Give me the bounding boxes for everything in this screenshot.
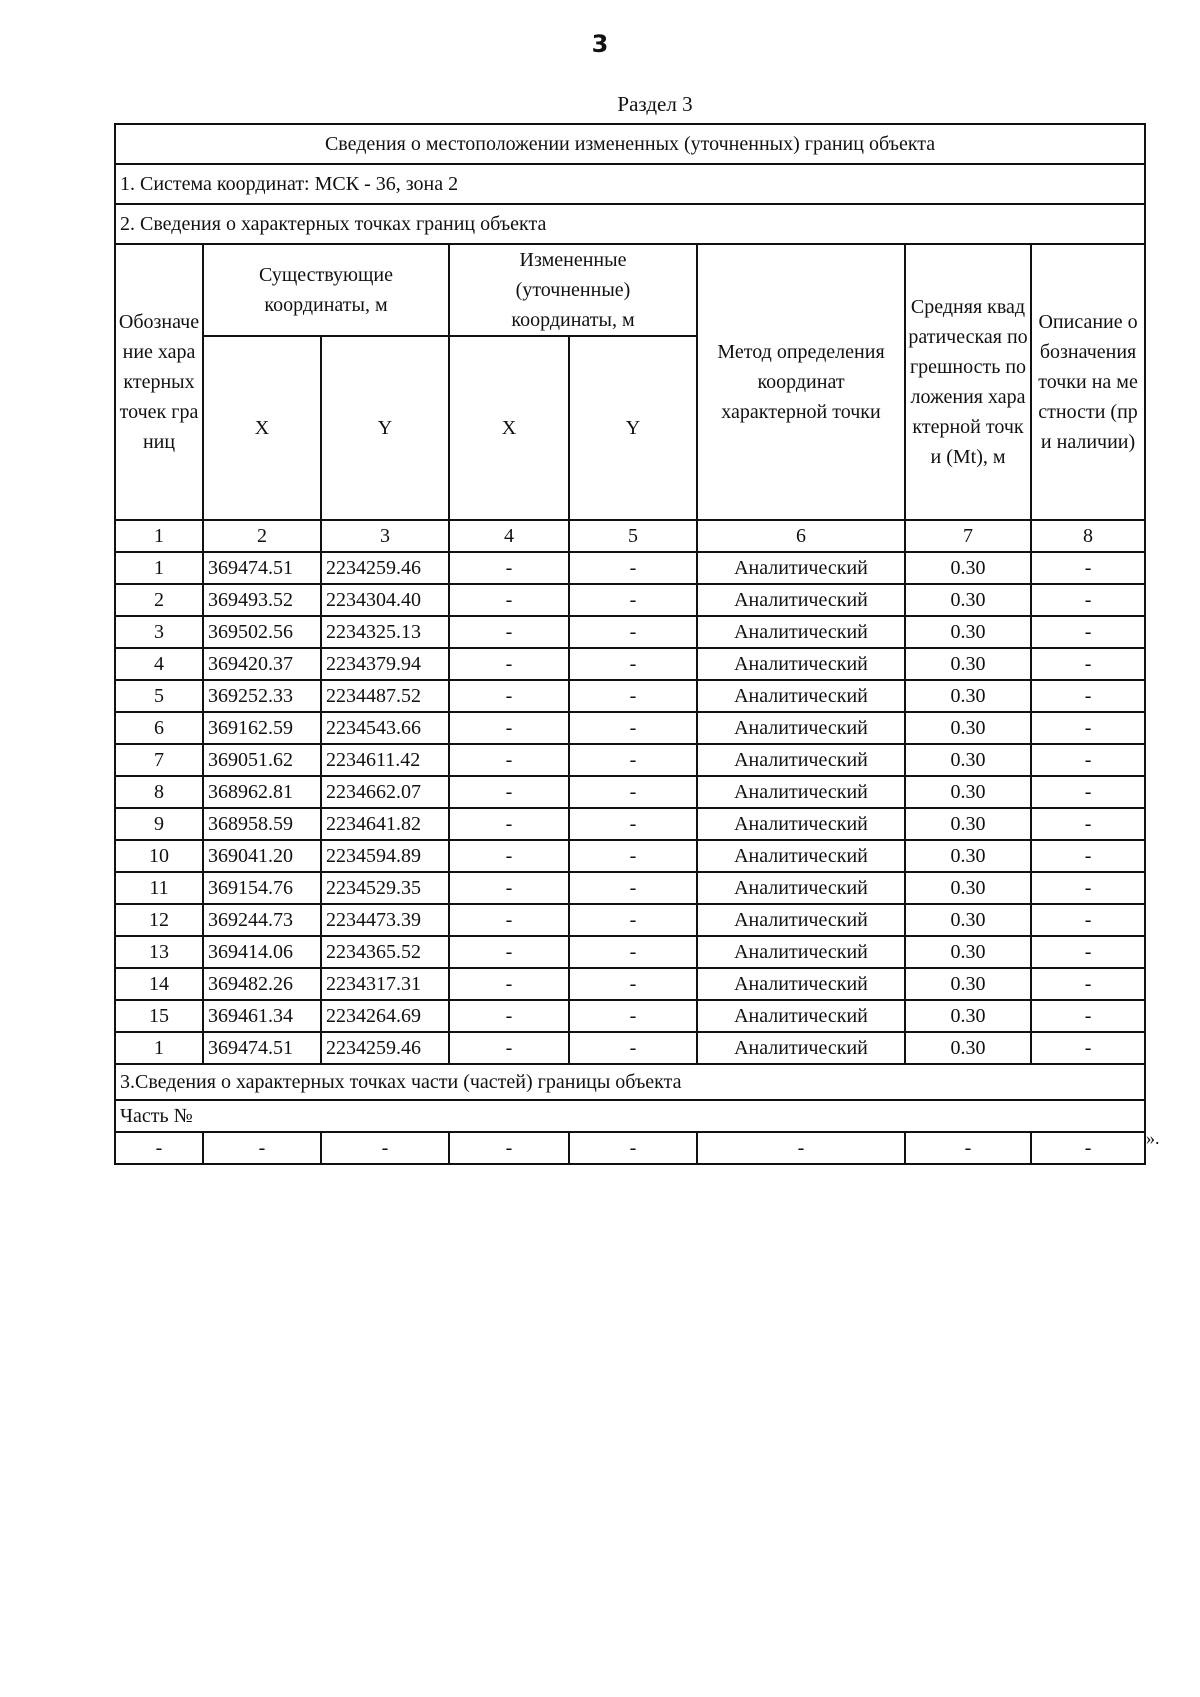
section-title: Раздел 3 [617,92,693,116]
table-cell: - [449,968,569,1000]
table-cell: 0.30 [905,552,1031,584]
table-cell: 0.30 [905,936,1031,968]
table-cell: Аналитический [697,744,905,776]
table-cell: - [1031,1000,1145,1032]
table-cell: - [569,616,697,648]
table-cell: - [1031,584,1145,616]
header-changed-y: Y [569,336,697,520]
closing-quote: ». [1146,1128,1160,1148]
part-row-cell: - [203,1132,321,1164]
table-cell: 368962.81 [203,776,321,808]
table-cell: - [449,808,569,840]
header-existing-y: Y [321,336,449,520]
column-number-cell: 4 [449,520,569,552]
table-title: Сведения о местоположении измененных (уточненных) границ объекта [115,124,1145,164]
table-cell: Аналитический [697,552,905,584]
table-cell: - [449,776,569,808]
table-cell: - [449,1032,569,1064]
table-cell: - [449,616,569,648]
table-cell: - [1031,712,1145,744]
table-cell: - [569,808,697,840]
table-cell: - [1031,744,1145,776]
header-method: Метод определения координат характерной точки [697,244,905,520]
table-cell: 7 [115,744,203,776]
column-number-cell: 6 [697,520,905,552]
table-row [115,648,1145,680]
table-cell: 0.30 [905,840,1031,872]
header-existing-coords: Существующие координаты, м [203,244,449,336]
table-cell: 368958.59 [203,808,321,840]
table-cell: 2234259.46 [321,1032,449,1064]
table-cell: 369493.52 [203,584,321,616]
part-points-row [115,1132,1145,1164]
table-cell: - [1031,552,1145,584]
table-cell: 0.30 [905,648,1031,680]
table-row [115,616,1145,648]
boundary-coordinates-table [114,123,1146,1165]
table-cell: 2234487.52 [321,680,449,712]
page-number: 3 [591,30,609,58]
header-changed-x: X [449,336,569,520]
table-row [115,840,1145,872]
table-cell: - [1031,872,1145,904]
table-cell: 0.30 [905,776,1031,808]
table-cell: - [449,552,569,584]
table-cell: 2234611.42 [321,744,449,776]
table-cell: Аналитический [697,968,905,1000]
header-changed-coords: Измененные (уточненные) координаты, м [449,244,697,336]
table-row [115,680,1145,712]
part-row-cell: - [449,1132,569,1164]
table-cell: 2234317.31 [321,968,449,1000]
table-cell: 5 [115,680,203,712]
table-cell: 369414.06 [203,936,321,968]
column-number-cell: 3 [321,520,449,552]
table-cell: - [569,904,697,936]
table-cell: 8 [115,776,203,808]
table-cell: Аналитический [697,776,905,808]
table-cell: - [449,712,569,744]
table-cell: 369252.33 [203,680,321,712]
column-number-cell: 2 [203,520,321,552]
header-description: Описание обозначения точки на местности (при наличии) [1031,244,1145,520]
table-cell: - [569,776,697,808]
table-cell: Аналитический [697,1000,905,1032]
part-row-cell: - [321,1132,449,1164]
table-cell: - [1031,680,1145,712]
table-cell: Аналитический [697,584,905,616]
part-row-cell: - [115,1132,203,1164]
table-cell: 0.30 [905,808,1031,840]
table-cell: 369482.26 [203,968,321,1000]
table-cell: - [1031,1032,1145,1064]
table-cell: Аналитический [697,648,905,680]
table-row [115,712,1145,744]
table-cell: - [1031,776,1145,808]
table-cell: Аналитический [697,712,905,744]
table-cell: 369162.59 [203,712,321,744]
table-cell: - [569,968,697,1000]
table-cell: 2234264.69 [321,1000,449,1032]
table-cell: 10 [115,840,203,872]
table-cell: - [1031,808,1145,840]
table-cell: 2234641.82 [321,808,449,840]
table-cell: 369154.76 [203,872,321,904]
table-cell: - [569,744,697,776]
table-cell: - [1031,648,1145,680]
table-cell: - [569,1032,697,1064]
table-cell: 2234379.94 [321,648,449,680]
table-cell: - [449,1000,569,1032]
table-cell: 369051.62 [203,744,321,776]
table-cell: 369502.56 [203,616,321,648]
points-info-heading: 2. Сведения о характерных точках границ объекта [115,204,1145,244]
table-cell: Аналитический [697,936,905,968]
table-cell: 15 [115,1000,203,1032]
table-cell: 14 [115,968,203,1000]
table-cell: - [449,872,569,904]
table-cell: 369041.20 [203,840,321,872]
table-cell: 11 [115,872,203,904]
table-cell: Аналитический [697,840,905,872]
table-cell: Аналитический [697,616,905,648]
column-number-cell: 5 [569,520,697,552]
table-cell: - [569,552,697,584]
part-row-cell: - [569,1132,697,1164]
table-cell: - [449,744,569,776]
table-cell: 0.30 [905,680,1031,712]
header-point-designation: Обозначение характерных точек границ [115,244,203,520]
table-cell: 369244.73 [203,904,321,936]
table-cell: 1 [115,552,203,584]
part-row-cell: - [1031,1132,1145,1164]
table-cell: 2234594.89 [321,840,449,872]
table-cell: 369474.51 [203,552,321,584]
table-row [115,872,1145,904]
table-row [115,808,1145,840]
part-points-heading: 3.Сведения о характерных точках части (частей) границы объекта [115,1064,1145,1100]
table-cell: 369474.51 [203,1032,321,1064]
table-cell: Аналитический [697,872,905,904]
table-cell: 0.30 [905,872,1031,904]
table-cell: Аналитический [697,904,905,936]
table-cell: - [449,840,569,872]
table-cell: 2234259.46 [321,552,449,584]
table-cell: Аналитический [697,1032,905,1064]
header-existing-x: X [203,336,321,520]
table-cell: 2234365.52 [321,936,449,968]
table-cell: 2234325.13 [321,616,449,648]
table-row [115,904,1145,936]
column-number-cell: 1 [115,520,203,552]
column-number-row [115,520,1145,552]
table-cell: 0.30 [905,616,1031,648]
table-cell: - [569,584,697,616]
part-row-cell: - [905,1132,1031,1164]
table-cell: 0.30 [905,584,1031,616]
table-cell: - [449,904,569,936]
table-cell: - [569,840,697,872]
table-row [115,584,1145,616]
column-number-cell: 7 [905,520,1031,552]
table-cell: 9 [115,808,203,840]
table-cell: 4 [115,648,203,680]
table-cell: 2234662.07 [321,776,449,808]
table-cell: - [569,680,697,712]
table-cell: 12 [115,904,203,936]
table-row [115,968,1145,1000]
table-cell: 369461.34 [203,1000,321,1032]
table-cell: 2234304.40 [321,584,449,616]
table-cell: - [569,936,697,968]
table-cell: - [569,1000,697,1032]
table-cell: 0.30 [905,712,1031,744]
table-cell: - [449,936,569,968]
table-cell: 2234543.66 [321,712,449,744]
table-cell: Аналитический [697,808,905,840]
part-number-label: Часть № [115,1100,1145,1132]
table-row [115,552,1145,584]
part-row-cell: - [697,1132,905,1164]
table-cell: - [1031,904,1145,936]
table-row [115,1032,1145,1064]
table-cell: - [1031,616,1145,648]
table-row [115,1000,1145,1032]
table-cell: 13 [115,936,203,968]
table-cell: 2 [115,584,203,616]
table-cell: 369420.37 [203,648,321,680]
column-number-cell: 8 [1031,520,1145,552]
table-cell: Аналитический [697,680,905,712]
coordinate-system: 1. Система координат: МСК - 36, зона 2 [115,164,1145,204]
table-cell: 3 [115,616,203,648]
table-row [115,776,1145,808]
table-cell: 6 [115,712,203,744]
table-cell: - [1031,968,1145,1000]
table-cell: - [449,584,569,616]
table-cell: 2234529.35 [321,872,449,904]
table-cell: 1 [115,1032,203,1064]
table-row [115,744,1145,776]
table-cell: 0.30 [905,744,1031,776]
table-cell: - [569,648,697,680]
table-cell: 0.30 [905,1032,1031,1064]
table-cell: - [569,872,697,904]
table-cell: - [449,680,569,712]
table-cell: 0.30 [905,904,1031,936]
table-cell: 0.30 [905,1000,1031,1032]
table-cell: 0.30 [905,968,1031,1000]
table-cell: - [1031,840,1145,872]
table-row [115,936,1145,968]
table-cell: - [449,648,569,680]
header-rms-error: Средняя квадратическая погрешность положения характерной точки (Mt), м [905,244,1031,520]
table-cell: - [1031,936,1145,968]
table-cell: 2234473.39 [321,904,449,936]
table-cell: - [569,712,697,744]
